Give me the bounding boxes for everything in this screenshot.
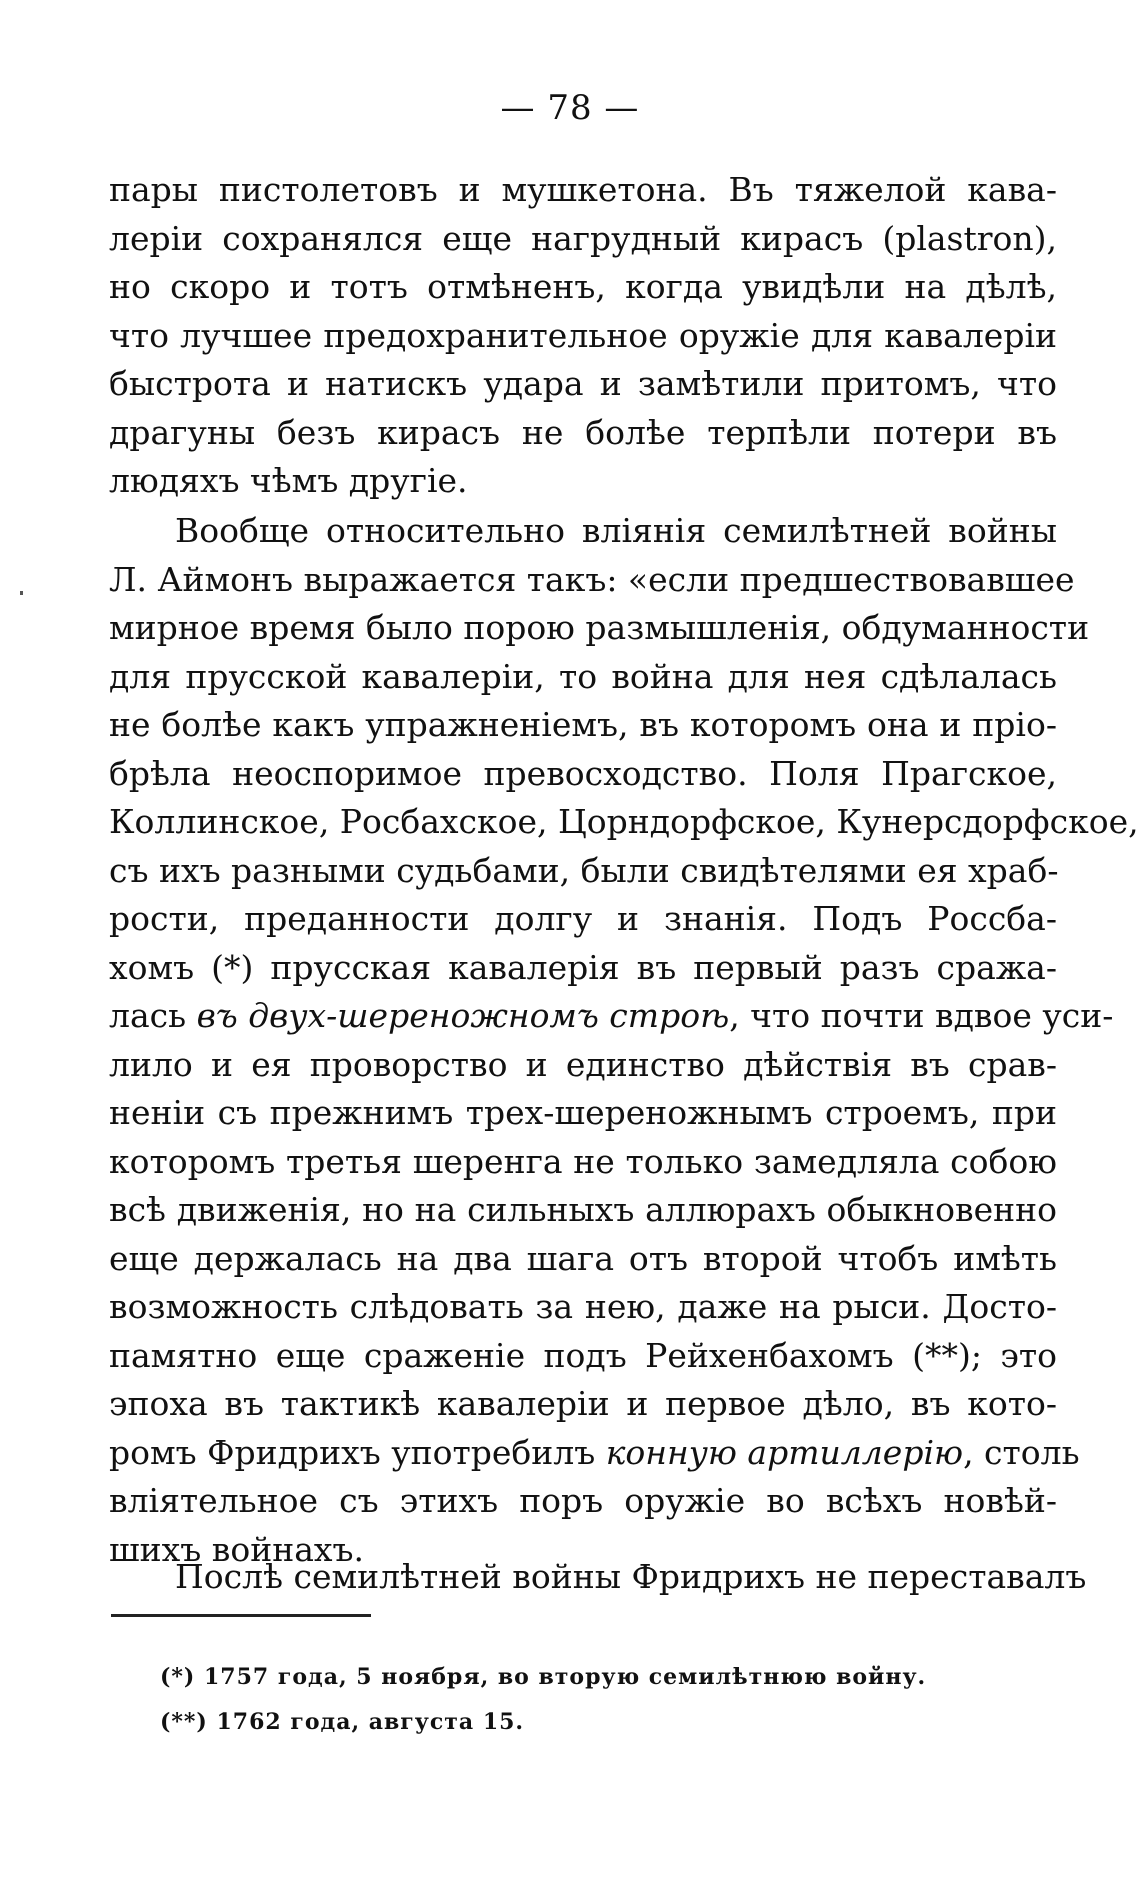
text-line: рости, преданности долгу и знанiя. Подъ Россба- — [109, 899, 1057, 938]
page-number: — 78 — — [500, 88, 640, 128]
text-line: быстрота и натискъ удара и замѣтили притомъ, что — [109, 364, 1057, 403]
text-line: еще держалась на два шага отъ второй чтобъ имѣть — [109, 1238, 1057, 1278]
text-line: съ ихъ разными судьбами, были свидѣтелями ея храб- — [109, 850, 1059, 890]
footnotes — [160, 1655, 926, 1745]
footnote-2: (**) 1762 года, августа 15. — [160, 1709, 525, 1735]
text-line: брѣла неоспоримое превосходство. Поля Прагское, — [109, 753, 1057, 793]
footnote-1: (*) 1757 года, 5 ноября, во вторую семилѣтнюю войну. — [160, 1664, 927, 1690]
text-line: шихъ войнахъ. — [109, 1529, 364, 1569]
text-line: возможность слѣдовать за нею, даже на рыси. Досто- — [109, 1287, 1057, 1326]
paragraph-1 — [109, 166, 1057, 506]
paragraph-3 — [109, 1553, 1087, 1602]
text-line: для прусской кавалерiи, то война для нея сдѣлалась — [109, 656, 1057, 696]
text-line: лерiи сохранялся еще нагрудный кирасъ (plastron), — [109, 218, 1057, 258]
italic-phrase: конную артиллерiю — [605, 1432, 964, 1472]
text-line: ненiи съ прежнимъ трех-шереножнымъ строемъ, при — [109, 1093, 1057, 1132]
text-line: эпоха въ тактикѣ кавалерiи и первое дѣло, въ кото- — [109, 1384, 1057, 1423]
text-line: Послѣ семилѣтней войны Фридрихъ не переставалъ — [175, 1557, 1087, 1596]
text-segment: , столь — [963, 1432, 1080, 1472]
text-line: пары пистолетовъ и мушкетона. Въ тяжелой кава- — [109, 170, 1057, 209]
text-line: Л. Аймонъ выражается такъ: «если предшествовавшее — [109, 559, 1075, 599]
text-line: которомъ третья шеренга не только замедляла собою — [109, 1141, 1057, 1181]
text-line: людяхъ чѣмъ другiе. — [109, 461, 468, 500]
scan-speck — [20, 591, 23, 595]
text-line: влiятельное съ этихъ поръ оружiе во всѣхъ новѣй- — [109, 1481, 1057, 1520]
text-line: всѣ движенiя, но на сильныхъ аллюрахъ обыкновенно — [109, 1190, 1057, 1229]
text-line: мирное время было порою размышленiя, обдуманности — [109, 608, 1090, 647]
text-line: но скоро и тотъ отмѣненъ, когда увидѣли на дѣлѣ, — [109, 267, 1057, 306]
text-line: не болѣе какъ упражненiемъ, въ которомъ она и прiо- — [109, 705, 1057, 744]
text-line — [109, 992, 1114, 1041]
text-line: Коллинское, Росбахское, Цорндорфское, Кунерсдорфское, — [109, 802, 1139, 841]
text-line: что лучшее предохранительное оружiе для кавалерiи — [109, 315, 1057, 355]
text-line: памятно еще сраженiе подъ Рейхенбахомъ (**); это — [109, 1335, 1057, 1375]
text-segment: ромъ Фридрихъ употребилъ — [109, 1432, 606, 1472]
paragraph-2 — [109, 507, 1139, 1574]
text-line: Вообще относительно влiянiя семилѣтней войны — [175, 511, 1057, 550]
text-line — [109, 1429, 1080, 1478]
footnote-separator — [111, 1614, 371, 1617]
italic-phrase: въ двух-шереножномъ строѣ — [196, 996, 730, 1035]
text-line: хомъ (*) прусская кавалерiя въ первый разъ сража- — [109, 947, 1057, 987]
text-line: лило и ея проворство и единство дѣйствiя въ срав- — [109, 1044, 1057, 1084]
text-line: драгуны безъ кирасъ не болѣе терпѣли потери въ — [109, 412, 1057, 452]
text-segment: лась — [109, 996, 197, 1035]
text-segment: , что почти вдвое уси- — [729, 996, 1114, 1035]
